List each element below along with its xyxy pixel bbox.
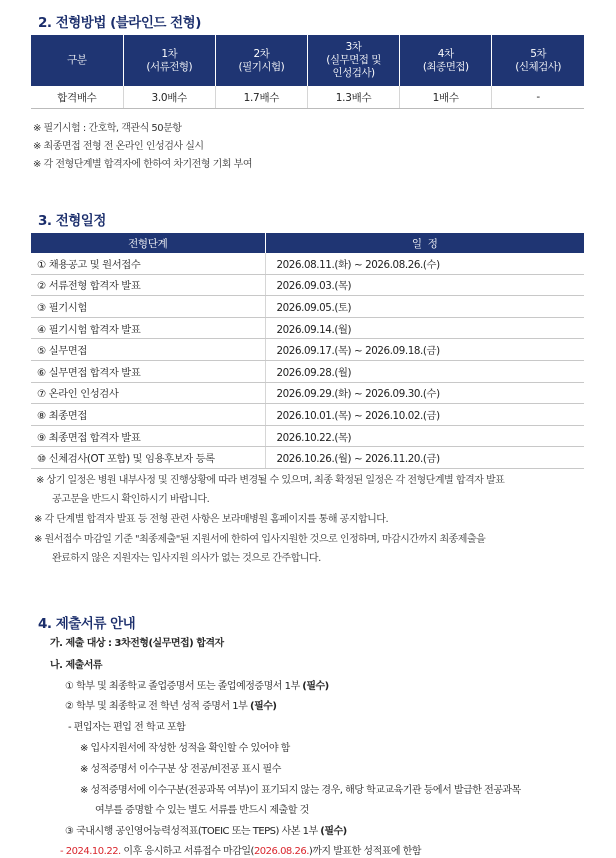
date-cell: 2026.09.17.(목) ~ 2026.09.18.(금) — [265, 339, 584, 361]
table-row — [31, 360, 584, 382]
table-cell: 1.3배수 — [307, 86, 399, 109]
stage-cell: ④ 필기시험 합격자 발표 — [31, 317, 265, 339]
document-item-3: ③ 국내시행 공인영어능력성적표(TOEIC 또는 TEPS) 사본 1부 (필수) — [65, 826, 347, 837]
stage-cell: ⑩ 신체검사(OT 포함) 및 임용후보자 등록 — [31, 447, 265, 469]
stage-cell: ⑨ 최종면접 합격자 발표 — [31, 425, 265, 447]
date-cell: 2026.10.26.(월) ~ 2026.11.20.(금) — [265, 447, 584, 469]
required-label: (필수) — [250, 701, 277, 712]
header-stage-3: 3차 (실무면접 및 인성검사) — [307, 35, 399, 86]
date-highlight: 2024.10.22. — [65, 846, 121, 857]
stage-cell: ⑧ 최종면접 — [31, 404, 265, 426]
header-stage-4: 4차 (최종면접) — [400, 35, 492, 86]
date-cell: 2026.09.14.(월) — [265, 317, 584, 339]
documents-heading: 나. 제출서류 — [50, 660, 103, 671]
required-label: (필수) — [302, 681, 329, 692]
sub-note: ※ 성적증명서 이수구분 상 전공/비전공 표시 필수 — [80, 764, 281, 775]
stage-cell: ② 서류전형 합격자 발표 — [31, 274, 265, 296]
note: ※ 원서접수 마감일 기준 "최종제출"된 지원서에 한하여 입사지원한 것으로 인정하며, 마감시간까지 최종제출을 — [34, 534, 486, 545]
date-cell: 2026.08.11.(화) ~ 2026.08.26.(수) — [265, 253, 584, 274]
header-schedule: 일 정 — [265, 233, 584, 253]
sub-note: ※ 성적증명서에 이수구분(전공과목 여부)이 표기되지 않는 경우, 해당 학교교육기관 등에서 발급한 전공과목 — [80, 785, 521, 796]
table-row — [31, 296, 584, 318]
note: 완료하지 않은 지원자는 입사지원 의사가 없는 것으로 간주합니다. — [52, 553, 321, 564]
schedule-table — [31, 233, 584, 469]
note: 공고문을 반드시 확인하시기 바랍니다. — [52, 494, 210, 505]
note: ※ 각 단계별 합격자 발표 등 전형 관련 사항은 보라매병원 홈페이지를 통해 공지합니다. — [34, 514, 389, 525]
date-cell: 2026.10.22.(목) — [265, 425, 584, 447]
table-row — [31, 404, 584, 426]
table-row — [31, 425, 584, 447]
header-category: 구분 — [31, 35, 123, 86]
stage-cell: ① 채용공고 및 원서접수 — [31, 253, 265, 274]
table-cell: 1.7배수 — [215, 86, 307, 109]
stage-cell: ⑥ 실무면접 합격자 발표 — [31, 360, 265, 382]
table-row — [31, 447, 584, 469]
table-cell: 3.0배수 — [123, 86, 215, 109]
stage-cell: ⑦ 온라인 인성검사 — [31, 382, 265, 404]
date-cell: 2026.09.29.(화) ~ 2026.09.30.(수) — [265, 382, 584, 404]
required-label: (필수) — [320, 826, 347, 837]
table-row — [31, 86, 584, 109]
document-item-1: ① 학부 및 최종학교 졸업증명서 또는 졸업예정증명서 1부 (필수) — [65, 681, 329, 692]
submission-target: 가. 제출 대상 : 3차전형(실무면접) 합격자 — [50, 638, 224, 649]
note: ※ 최종면접 전형 전 온라인 인성검사 실시 — [33, 141, 204, 152]
header-stage: 전형단계 — [31, 233, 265, 253]
table-header-row — [31, 233, 584, 253]
table-row — [31, 339, 584, 361]
header-stage-1: 1차 (서류전형) — [123, 35, 215, 86]
table-row — [31, 274, 584, 296]
document-item-2: ② 학부 및 최종학교 전 학년 성적 증명서 1부 (필수) — [65, 701, 277, 712]
note: ※ 각 전형단계별 합격자에 한하여 차기전형 기회 부여 — [33, 159, 252, 170]
date-cell: 2026.09.05.(토) — [265, 296, 584, 318]
section-2-title: 2. 전형방법 (블라인드 전형) — [38, 15, 201, 31]
header-stage-2: 2차 (필기시험) — [215, 35, 307, 86]
stage-cell: ③ 필기시험 — [31, 296, 265, 318]
note: ※ 필기시험 : 간호학, 객관식 50문항 — [33, 123, 182, 134]
transfer-note: - 편입자는 편입 전 학교 포함 — [68, 722, 186, 733]
table-row — [31, 382, 584, 404]
header-stage-5: 5차 (신체검사) — [492, 35, 584, 86]
table-row — [31, 253, 584, 274]
date-cell: 2026.09.03.(목) — [265, 274, 584, 296]
score-validity-note: - 2024.10.22. 이후 응시하고 서류접수 마감일(2026.08.26.)까지 발표한 성적표에 한함 — [60, 846, 422, 857]
table-cell: 1배수 — [400, 86, 492, 109]
table-cell: 합격배수 — [31, 86, 123, 109]
section-4-title: 4. 제출서류 안내 — [38, 616, 136, 632]
date-highlight: 2026.08.26. — [253, 846, 309, 857]
sub-note: ※ 입사지원서에 작성한 성적을 확인할 수 있어야 함 — [80, 743, 290, 754]
table-header-row — [31, 35, 584, 86]
date-cell: 2026.10.01.(목) ~ 2026.10.02.(금) — [265, 404, 584, 426]
stage-cell: ⑤ 실무면접 — [31, 339, 265, 361]
sub-note: 여부를 증명할 수 있는 별도 서류를 반드시 제출할 것 — [95, 805, 309, 816]
note: ※ 상기 일정은 병원 내부사정 및 진행상황에 따라 변경될 수 있으며, 최종 확정된 일정은 각 전형단계별 합격자 발표 — [36, 475, 505, 486]
selection-method-table — [31, 35, 584, 109]
date-cell: 2026.09.28.(월) — [265, 360, 584, 382]
table-cell: - — [492, 86, 584, 109]
section-3-title: 3. 전형일정 — [38, 213, 106, 229]
table-row — [31, 317, 584, 339]
